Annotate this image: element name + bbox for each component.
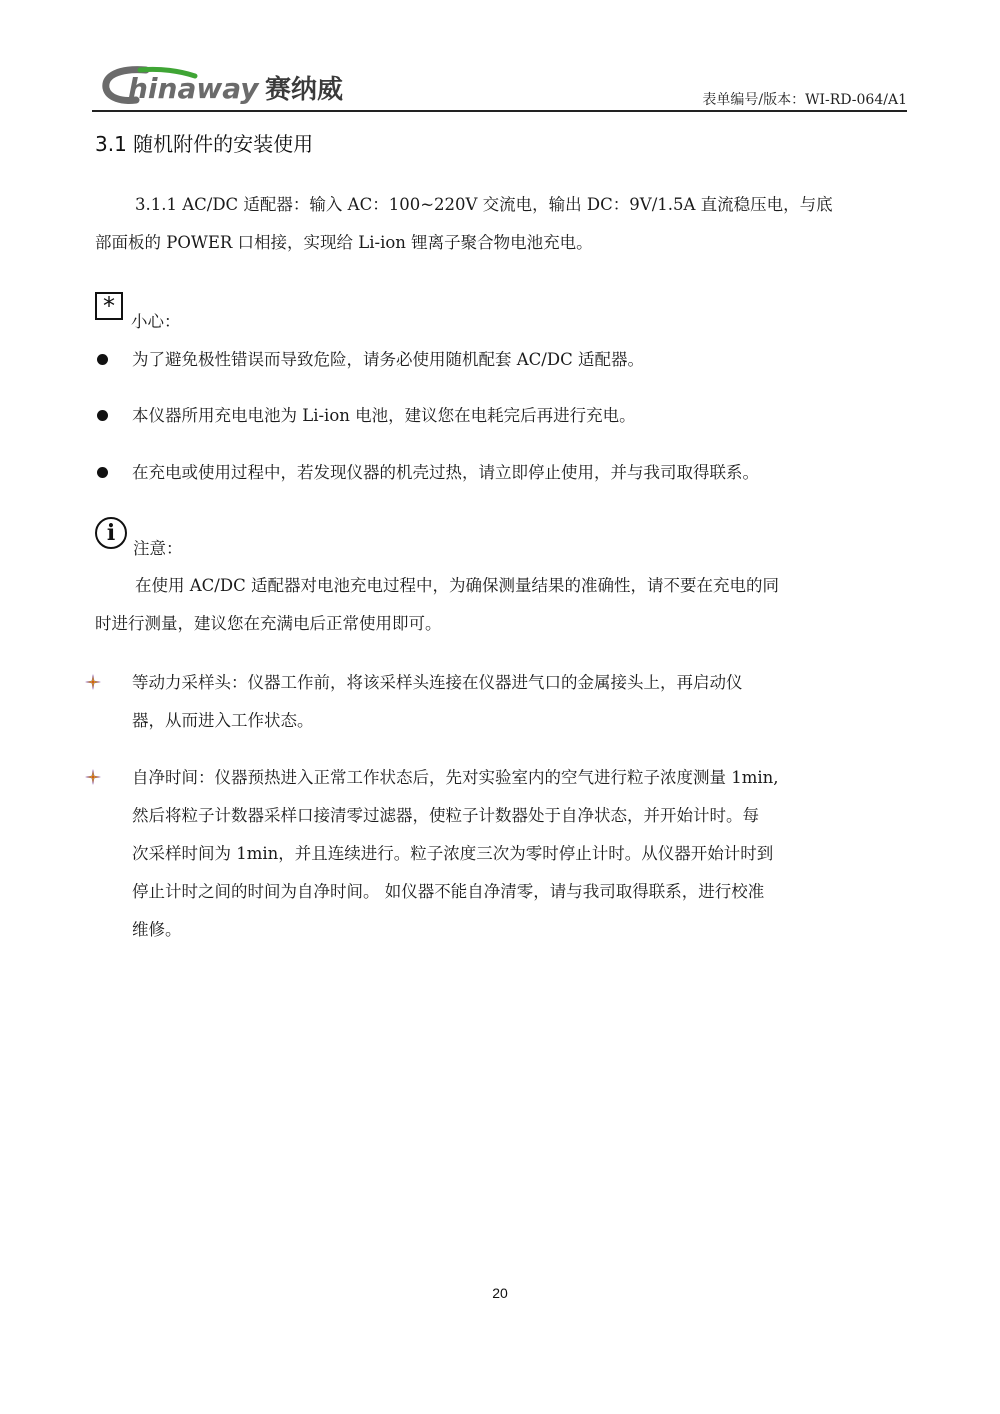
note-line-1: 在使用 AC/DC 适配器对电池充电过程中，为确保测量结果的准确性，请不要在充电的同 (135, 576, 779, 595)
star-item-line: 维修。 (132, 920, 182, 939)
star-item-line: 然后将粒子计数器采样口接清零过滤器，使粒子计数器处于自净状态，并开始计时。每 (132, 806, 759, 825)
note-paragraph (95, 567, 910, 643)
bullet-dot-icon (97, 354, 108, 365)
page-number: 20 (492, 1285, 508, 1301)
adapter-line-2: 部面板的 POWER 口相接，实现给 Li-ion 锂离子聚合物电池充电。 (95, 233, 593, 252)
page-header (92, 58, 907, 112)
adapter-line-1: 3.1.1 AC/DC 适配器：输入 AC：100~220V 交流电，输出 DC：9V/1.5A 直流稳压电，与底 (135, 195, 833, 214)
four-point-star-icon (85, 674, 101, 690)
logo-cn: 赛纳威 (265, 75, 344, 105)
logo-text: hinaway (128, 72, 259, 105)
adapter-paragraph (95, 186, 910, 262)
caution-label: 小心： (131, 312, 181, 331)
bullet-dot-icon (97, 467, 108, 478)
star-item-line: 次采样时间为 1min，并且连续进行。粒子浓度三次为零时停止计时。从仪器开始计时到 (132, 844, 774, 863)
star-item-line: 自净时间：仪器预热进入正常工作状态后，先对实验室内的空气进行粒子浓度测量 1min, (132, 768, 779, 787)
note-line-2: 时进行测量，建议您在充满电后正常使用即可。 (95, 614, 442, 633)
four-point-star-icon (85, 769, 101, 785)
bullet-dot-icon (97, 410, 108, 421)
asterisk-box-icon: * (95, 292, 123, 320)
chinaway-logo (100, 62, 370, 108)
svg-text:hinaway (128, 72, 260, 105)
star-item-line: 器，从而进入工作状态。 (132, 711, 314, 730)
note-label: 注意： (133, 539, 183, 558)
section-title: 3.1 随机附件的安装使用 (95, 132, 314, 156)
star-item-line: 停止计时之间的时间为自净时间。 如仪器不能自净清零，请与我司取得联系，进行校准 (132, 882, 765, 901)
info-circle-icon: i (95, 517, 127, 549)
form-code: 表单编号/版本：WI-RD-064/A1 (702, 92, 907, 108)
star-item-line: 等动力采样头：仪器工作前，将该采样头连接在仪器进气口的金属接头上，再启动仪 (132, 673, 743, 692)
header-divider (92, 110, 907, 112)
